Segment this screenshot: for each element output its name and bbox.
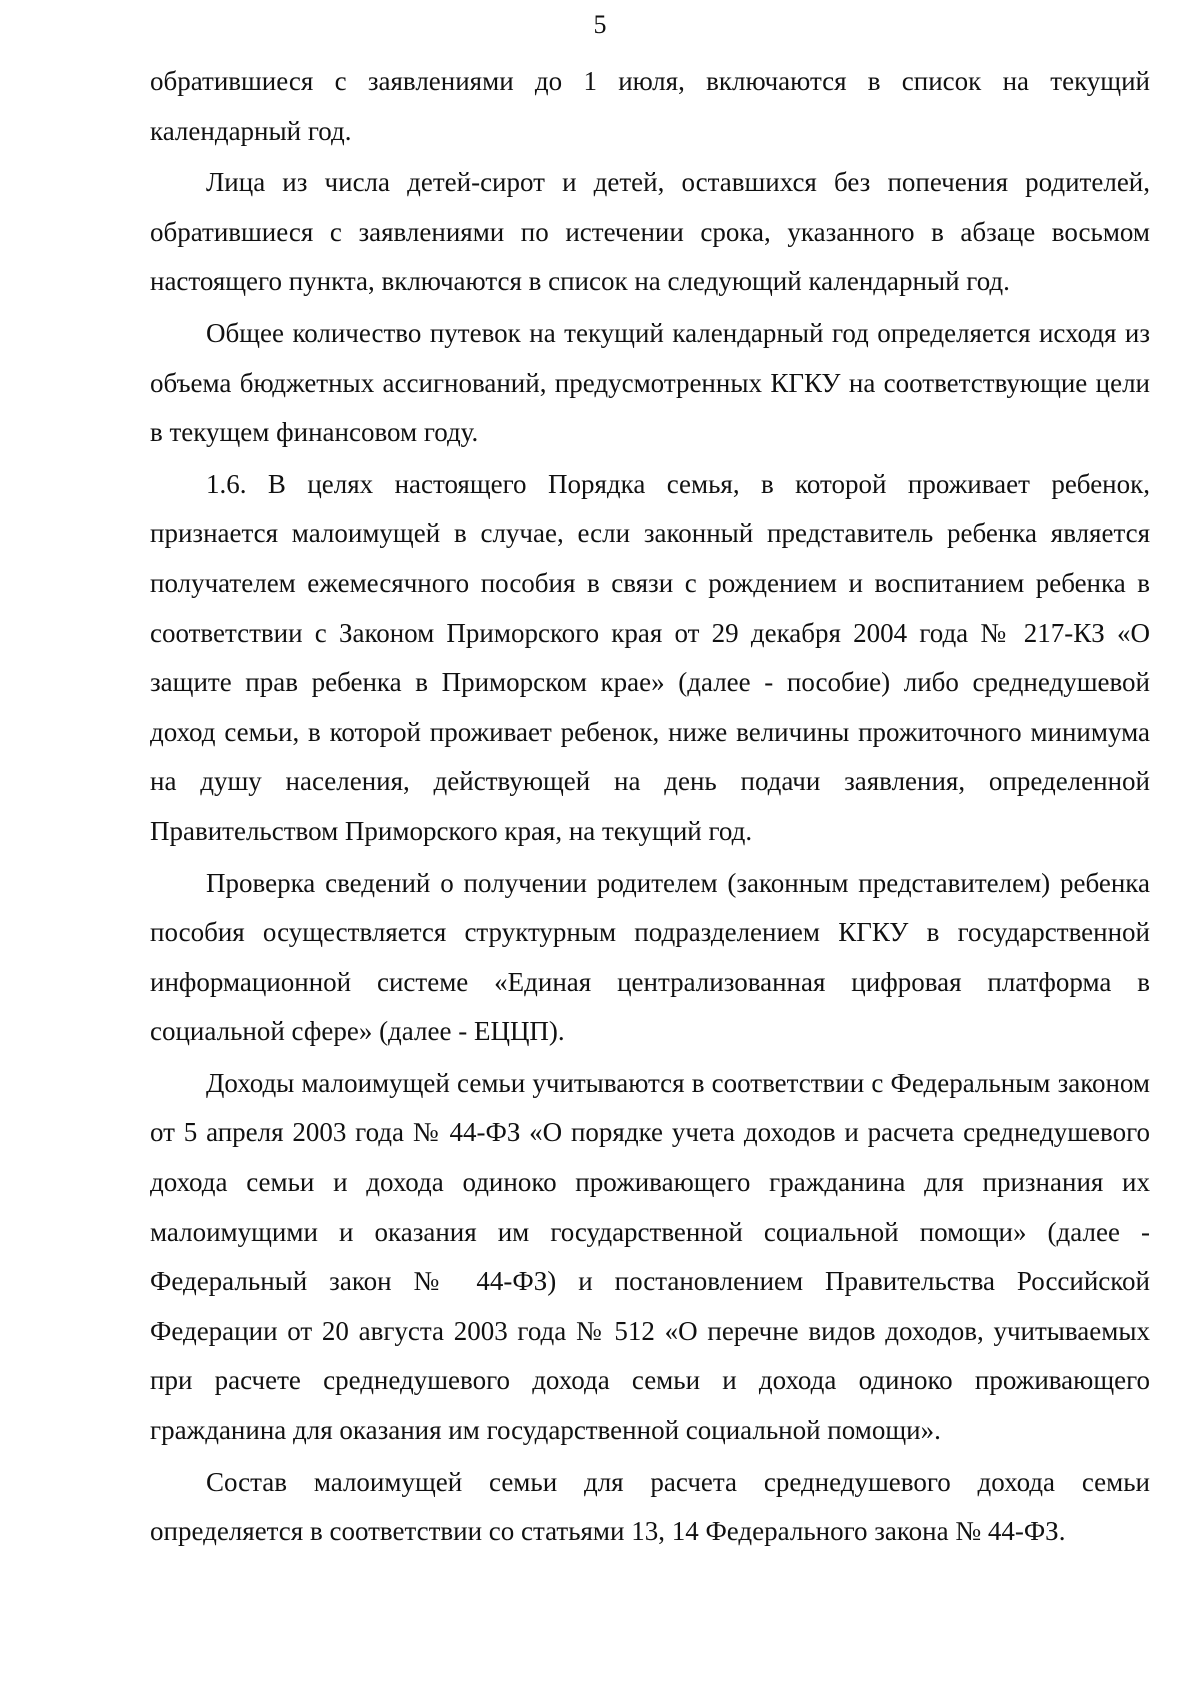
paragraph-1: обратившиеся с заявлениями до 1 июля, включаются в список на текущий календарный год. xyxy=(150,66,1150,146)
paragraph-7: Состав малоимущей семьи для расчета среднедушевого дохода семьи определяется в соответствии со статьями 13, 14 Федерального закона № 44-ФЗ. xyxy=(150,1466,1150,1547)
paragraph-6: Доходы малоимущей семьи учитываются в соответствии с Федеральным законом от 5 апреля 2003 года № 44-ФЗ «О порядке учета доходов и расчета среднедушевого дохода семьи и дохода одиноко проживающего гражданина для признания их малоимущими и оказания им государственной социальной помощи» (далее - Федеральный закон № 44-ФЗ) и постановлением Правительства Российской Федерации от 20 августа 2003 года № 512 «О перечне видов доходов, учитываемых при расчете среднедушевого дохода семьи и дохода одиноко проживающего гражданина для оказания им государственной социальной помощи». xyxy=(150,1067,1150,1446)
paragraph-4: 1.6. В целях настоящего Порядка семья, в которой проживает ребенок, признается малоимущей в случае, если законный представитель ребенка является получателем ежемесячного пособия в связи с рождением и воспитанием ребенка в соответствии с Законом Приморского края от 29 декабря 2004 года № 217-КЗ «О защите прав ребенка в Приморском крае» (далее - пособие) либо среднедушевой доход семьи, в которой проживает ребенок, ниже величины прожиточного минимума на душу населения, действующей на день подачи заявления, определенной Правительством Приморского края, на текущий год. xyxy=(150,468,1150,846)
page-number: 5 xyxy=(593,10,607,39)
document-body xyxy=(150,57,1150,1559)
paragraph-3: Общее количество путевок на текущий календарный год определяется исходя из объема бюджетных ассигнований, предусмотренных КГКУ на соответствующие цели в текущем финансовом году. xyxy=(150,317,1150,448)
paragraph-2: Лица из числа детей-сирот и детей, оставшихся без попечения родителей, обратившиеся с заявлениями по истечении срока, указанного в абзаце восьмом настоящего пункта, включаются в список на следующий календарный год. xyxy=(150,167,1150,297)
paragraph-5: Проверка сведений о получении родителем (законным представителем) ребенка пособия осуществляется структурным подразделением КГКУ в государственной информационной системе «Единая централизованная цифровая платформа в социальной сфере» (далее - ЕЦЦП). xyxy=(150,867,1150,1047)
